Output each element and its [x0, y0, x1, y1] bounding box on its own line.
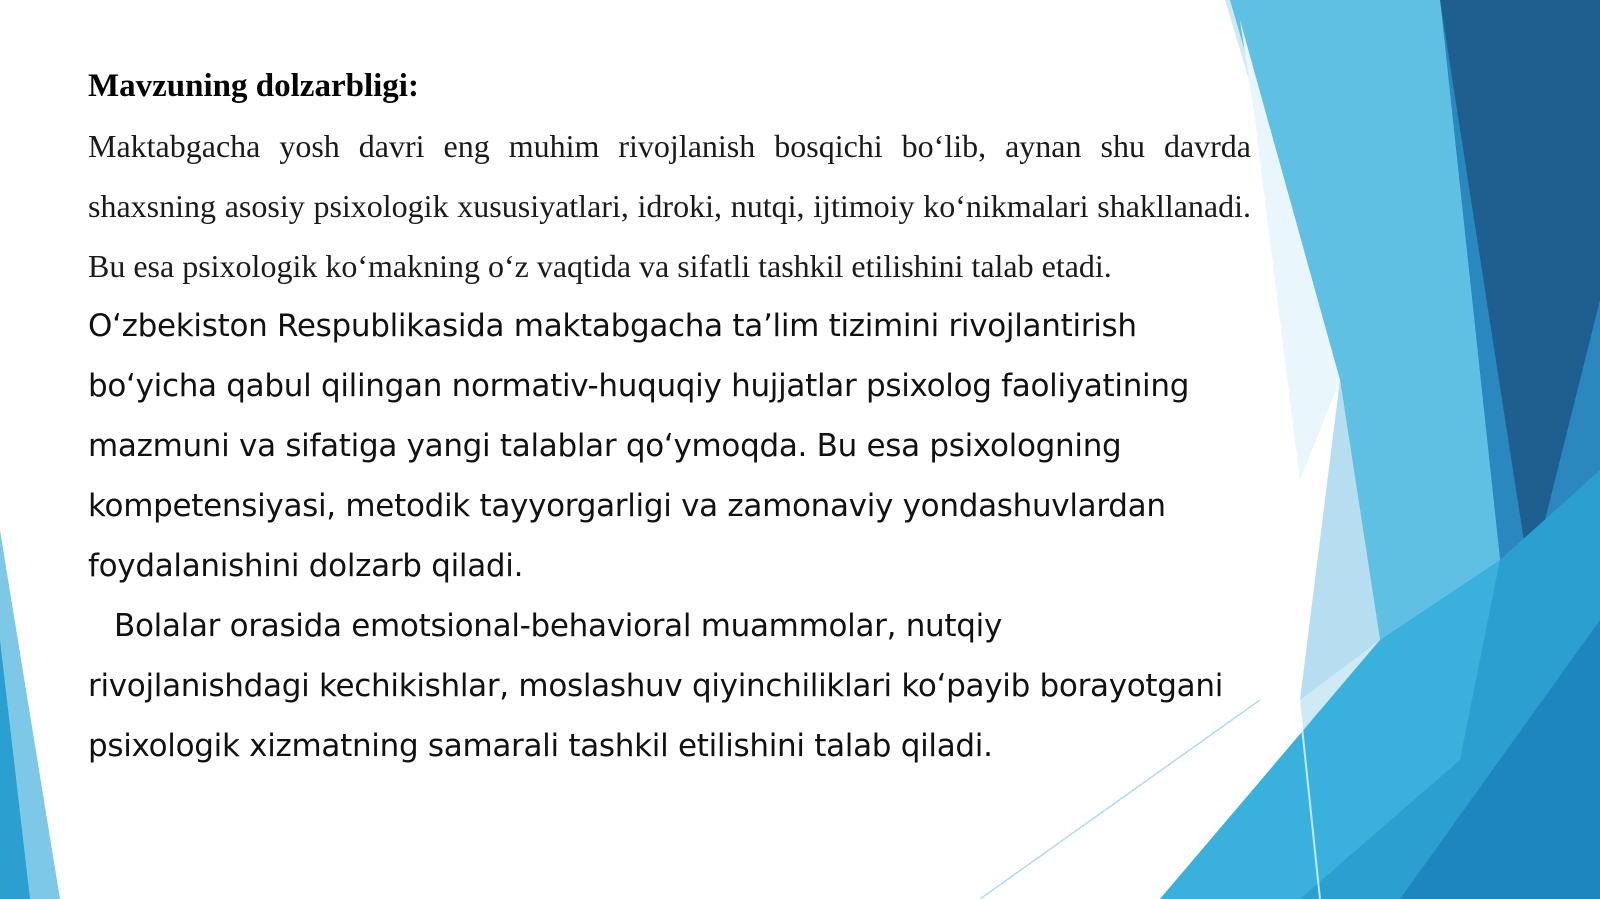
paragraph-line: kompetensiyasi, metodik tayyorgarligi va zamonaviy yondashuvlardan: [88, 488, 1166, 524]
paragraph-relevance-serif: Maktabgacha yosh davri eng muhim rivojlanish bosqichi bo‘lib, aynan shu davrda shaxsning asosiy psixologik xususiyatlari, idroki, nutqi, ijtimoiy ko‘nikmalari shakllanadi. Bu esa psixologik ko‘makning o‘z vaqtida va sifatli tashkil etilishini talab etadi.: [88, 128, 1251, 284]
paragraph-line: bo‘yicha qabul qilingan normativ-huquqiy hujjatlar psixolog faoliyatining: [88, 368, 1190, 404]
paragraph-line: rivojlanishdagi kechikishlar, moslashuv qiyinchiliklari ko‘payib borayotgani: [88, 668, 1224, 704]
paragraph-line: O‘zbekiston Respublikasida maktabgacha ta’lim tizimini rivojlantirish: [88, 308, 1137, 344]
slide-content: [88, 56, 1251, 776]
paragraph-line: mazmuni va sifatiga yangi talablar qo‘ymoqda. Bu esa psixologning: [88, 428, 1122, 464]
paragraph-problems: [88, 596, 1251, 776]
paragraph-legislation: [88, 296, 1251, 596]
paragraph-line: Bolalar orasida emotsional-behavioral muammolar, nutqiy: [114, 608, 1002, 644]
paragraph-line: foydalanishini dolzarb qiladi.: [88, 548, 524, 584]
paragraph-line: psixologik xizmatning samarali tashkil etilishini talab qiladi.: [88, 728, 993, 764]
slide-heading: Mavzuning dolzarbligi:: [88, 68, 419, 104]
